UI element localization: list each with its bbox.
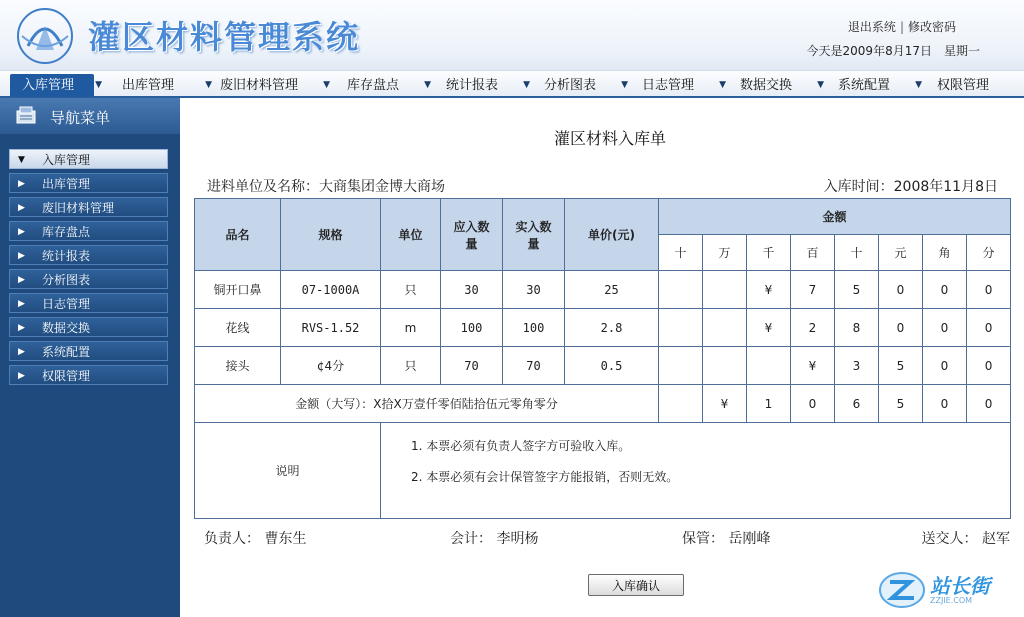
cell-digit: 7 — [791, 271, 835, 309]
confirm-inbound-button[interactable]: 入库确认 — [588, 574, 684, 596]
logout-link[interactable]: 退出系统 — [847, 20, 896, 34]
sidebar-item-outbound[interactable] — [9, 173, 168, 193]
sidebar-item-label: 数据交换 — [42, 321, 91, 335]
supplier-value: 大商集团金博大商场 — [319, 179, 445, 195]
cell-price: 25 — [565, 271, 659, 309]
digit-header: 百 — [791, 235, 835, 271]
cell-digit: 0 — [967, 271, 1011, 309]
cell-spec: 07-1000A — [281, 271, 381, 309]
col-header-unit: 单位 — [381, 199, 441, 271]
cell-digit: 0 — [967, 385, 1011, 423]
sidebar-item-label: 统计报表 — [42, 249, 91, 263]
sidebar — [0, 98, 180, 617]
total-row — [195, 385, 1011, 423]
cell-digit: 5 — [879, 347, 923, 385]
cell-digit: 6 — [835, 385, 879, 423]
cell-name: 铜开口鼻 — [195, 271, 281, 309]
sidebar-item-logs[interactable] — [9, 293, 168, 313]
cell-digit: ¥ — [747, 271, 791, 309]
chevron-right-icon: ▶ — [18, 227, 25, 237]
cell-digit: 0 — [923, 309, 967, 347]
tab-label: 权限管理 — [937, 78, 990, 93]
time-label: 入库时间： — [823, 179, 894, 195]
weekday-text: 星期一 — [943, 44, 980, 58]
watermark-text: 站长街 — [930, 574, 990, 598]
cell-digit: 0 — [967, 309, 1011, 347]
tab-label: 出库管理 — [122, 78, 175, 93]
signer-manager: 负责人： 曹东生 — [204, 531, 307, 547]
sidebar-item-label: 系统配置 — [42, 345, 91, 359]
notes-label: 说明 — [195, 423, 381, 519]
note-item: 2. 本票必须有会计保管签字方能报销，否则无效。 — [411, 470, 679, 484]
cell-digit: 3 — [835, 347, 879, 385]
col-header-spec: 规格 — [281, 199, 381, 271]
sidebar-item-label: 日志管理 — [42, 297, 91, 311]
notes-row — [195, 423, 1011, 519]
cell-name: 接头 — [195, 347, 281, 385]
digit-header: 万 — [703, 235, 747, 271]
cell-digit: 0 — [923, 347, 967, 385]
cell-price: 2.8 — [565, 309, 659, 347]
tab-logs[interactable] — [630, 74, 726, 97]
chevron-down-icon: ▼ — [323, 80, 330, 90]
chevron-down-icon: ▼ — [18, 155, 25, 165]
sidebar-item-system-config[interactable] — [9, 341, 168, 361]
chevron-right-icon: ▶ — [18, 179, 25, 189]
tab-label: 日志管理 — [642, 78, 695, 93]
cell-digit — [703, 309, 747, 347]
cell-digit: 8 — [835, 309, 879, 347]
cell-digit: ¥ — [791, 347, 835, 385]
chevron-down-icon: ▼ — [719, 80, 726, 90]
tab-system-config[interactable] — [826, 74, 922, 97]
notes-content — [381, 423, 1011, 519]
cell-digit — [659, 309, 703, 347]
sidebar-item-permissions[interactable] — [9, 365, 168, 385]
cell-digit — [703, 347, 747, 385]
chevron-right-icon: ▶ — [18, 371, 25, 381]
cell-digit: 0 — [879, 309, 923, 347]
cell-qty-due: 100 — [441, 309, 503, 347]
table-row — [195, 271, 1011, 309]
cell-unit: 只 — [381, 347, 441, 385]
digit-header: 十 — [659, 235, 703, 271]
tab-scrap[interactable] — [208, 74, 330, 97]
digit-header: 角 — [923, 235, 967, 271]
chevron-down-icon: ▼ — [95, 80, 102, 90]
cell-name: 花线 — [195, 309, 281, 347]
supplier-line — [207, 176, 445, 196]
digit-header: 元 — [879, 235, 923, 271]
tab-label: 分析图表 — [544, 78, 597, 93]
chevron-right-icon: ▶ — [18, 275, 25, 285]
col-header-amount: 金额 — [659, 199, 1011, 235]
cell-digit: 0 — [923, 271, 967, 309]
cell-digit: ¥ — [703, 385, 747, 423]
top-nav — [0, 70, 1024, 98]
chevron-down-icon: ▼ — [523, 80, 530, 90]
tab-label: 数据交换 — [740, 78, 793, 93]
sidebar-item-label: 库存盘点 — [42, 225, 91, 239]
cell-spec: ¢4分 — [281, 347, 381, 385]
sidebar-item-label: 权限管理 — [42, 369, 91, 383]
signer-keeper: 保管： 岳刚峰 — [682, 531, 771, 547]
signer-accountant: 会计： 李明杨 — [450, 531, 539, 547]
chevron-right-icon: ▶ — [18, 203, 25, 213]
chevron-right-icon: ▶ — [18, 347, 25, 357]
digit-header: 十 — [835, 235, 879, 271]
cell-digit: 5 — [835, 271, 879, 309]
sidebar-item-inbound[interactable] — [9, 149, 168, 169]
supplier-label: 进料单位及名称： — [207, 179, 319, 195]
cell-qty-actual: 100 — [503, 309, 565, 347]
chevron-down-icon: ▼ — [205, 80, 212, 90]
main-content — [180, 98, 1024, 617]
digit-header: 分 — [967, 235, 1011, 271]
tab-inventory[interactable] — [335, 74, 431, 97]
time-value: 2008年11月8日 — [893, 179, 998, 195]
app-header — [0, 0, 1024, 70]
table-row — [195, 347, 1011, 385]
tab-label: 入库管理 — [22, 78, 75, 93]
sidebar-item-scrap[interactable] — [9, 197, 168, 217]
tab-label: 统计报表 — [446, 78, 499, 93]
total-amount-words: 金额（大写）：X拾X万壹仟零佰陆拾伍元零角零分 — [195, 385, 659, 423]
sidebar-item-reports[interactable] — [9, 245, 168, 265]
tab-outbound[interactable] — [110, 74, 212, 97]
tab-charts[interactable] — [532, 74, 628, 97]
chevron-down-icon: ▼ — [621, 80, 628, 90]
menu-book-icon — [14, 105, 38, 127]
tab-label: 废旧材料管理 — [220, 78, 299, 93]
cell-price: 0.5 — [565, 347, 659, 385]
inbound-form-table — [194, 198, 1011, 519]
note-item: 1. 本票必须有负责人签字方可验收入库。 — [411, 439, 631, 453]
tab-reports[interactable] — [434, 74, 530, 97]
current-date — [807, 42, 980, 59]
col-header-name: 品名 — [195, 199, 281, 271]
sidebar-item-data-exchange[interactable] — [9, 317, 168, 337]
sidebar-item-label: 出库管理 — [42, 177, 91, 191]
cell-qty-due: 30 — [441, 271, 503, 309]
cell-digit: 0 — [879, 271, 923, 309]
tab-label: 库存盘点 — [347, 78, 400, 93]
cell-digit: 2 — [791, 309, 835, 347]
digit-header: 千 — [747, 235, 791, 271]
link-separator: | — [899, 20, 904, 34]
cell-digit: 5 — [879, 385, 923, 423]
tab-label: 系统配置 — [838, 78, 891, 93]
chevron-right-icon: ▶ — [18, 323, 25, 333]
cell-qty-due: 70 — [441, 347, 503, 385]
cloud-logo-icon — [878, 566, 926, 610]
chevron-right-icon: ▶ — [18, 251, 25, 261]
cell-unit: 只 — [381, 271, 441, 309]
table-row — [195, 309, 1011, 347]
logo-icon — [14, 6, 76, 66]
sidebar-item-label: 废旧材料管理 — [42, 201, 115, 215]
watermark — [878, 566, 1018, 610]
cell-digit: 1 — [747, 385, 791, 423]
cell-digit: 0 — [923, 385, 967, 423]
header-links — [848, 18, 956, 35]
cell-digit: 0 — [791, 385, 835, 423]
sidebar-item-label: 入库管理 — [42, 153, 91, 167]
cell-qty-actual: 30 — [503, 271, 565, 309]
inbound-time-line — [824, 176, 998, 196]
change-password-link[interactable]: 修改密码 — [907, 20, 956, 34]
cell-digit — [703, 271, 747, 309]
chevron-down-icon: ▼ — [915, 80, 922, 90]
cell-unit: m — [381, 309, 441, 347]
cell-digit — [659, 385, 703, 423]
cell-digit: 0 — [967, 347, 1011, 385]
tab-inbound[interactable] — [10, 74, 94, 97]
app-title: 灌区材料管理系统 — [88, 18, 361, 56]
chevron-right-icon: ▶ — [18, 299, 25, 309]
signer-deliverer: 送交人： 赵军 — [921, 531, 1010, 547]
cell-digit — [659, 271, 703, 309]
sidebar-item-label: 分析图表 — [42, 273, 91, 287]
tab-data-exchange[interactable] — [728, 74, 824, 97]
chevron-down-icon: ▼ — [817, 80, 824, 90]
tab-permissions[interactable] — [925, 74, 1015, 97]
col-header-qty-due: 应入数量 — [441, 199, 503, 271]
cell-digit: ¥ — [747, 309, 791, 347]
cell-spec: RVS-1.52 — [281, 309, 381, 347]
form-title: 灌区材料入库单 — [553, 129, 666, 148]
cell-qty-actual: 70 — [503, 347, 565, 385]
chevron-down-icon: ▼ — [424, 80, 431, 90]
sidebar-title: 导航菜单 — [50, 109, 111, 127]
sidebar-item-charts[interactable] — [9, 269, 168, 289]
cell-digit — [747, 347, 791, 385]
cell-digit — [659, 347, 703, 385]
sidebar-item-inventory[interactable] — [9, 221, 168, 241]
sidebar-header — [0, 98, 180, 134]
date-text: 今天是2009年8月17日 — [806, 44, 932, 58]
tab-dropdown-icon[interactable] — [96, 74, 102, 97]
col-header-qty-actual: 实入数量 — [503, 199, 565, 271]
col-header-price: 单价(元) — [565, 199, 659, 271]
watermark-domain: ZZJIE.COM — [930, 596, 973, 605]
